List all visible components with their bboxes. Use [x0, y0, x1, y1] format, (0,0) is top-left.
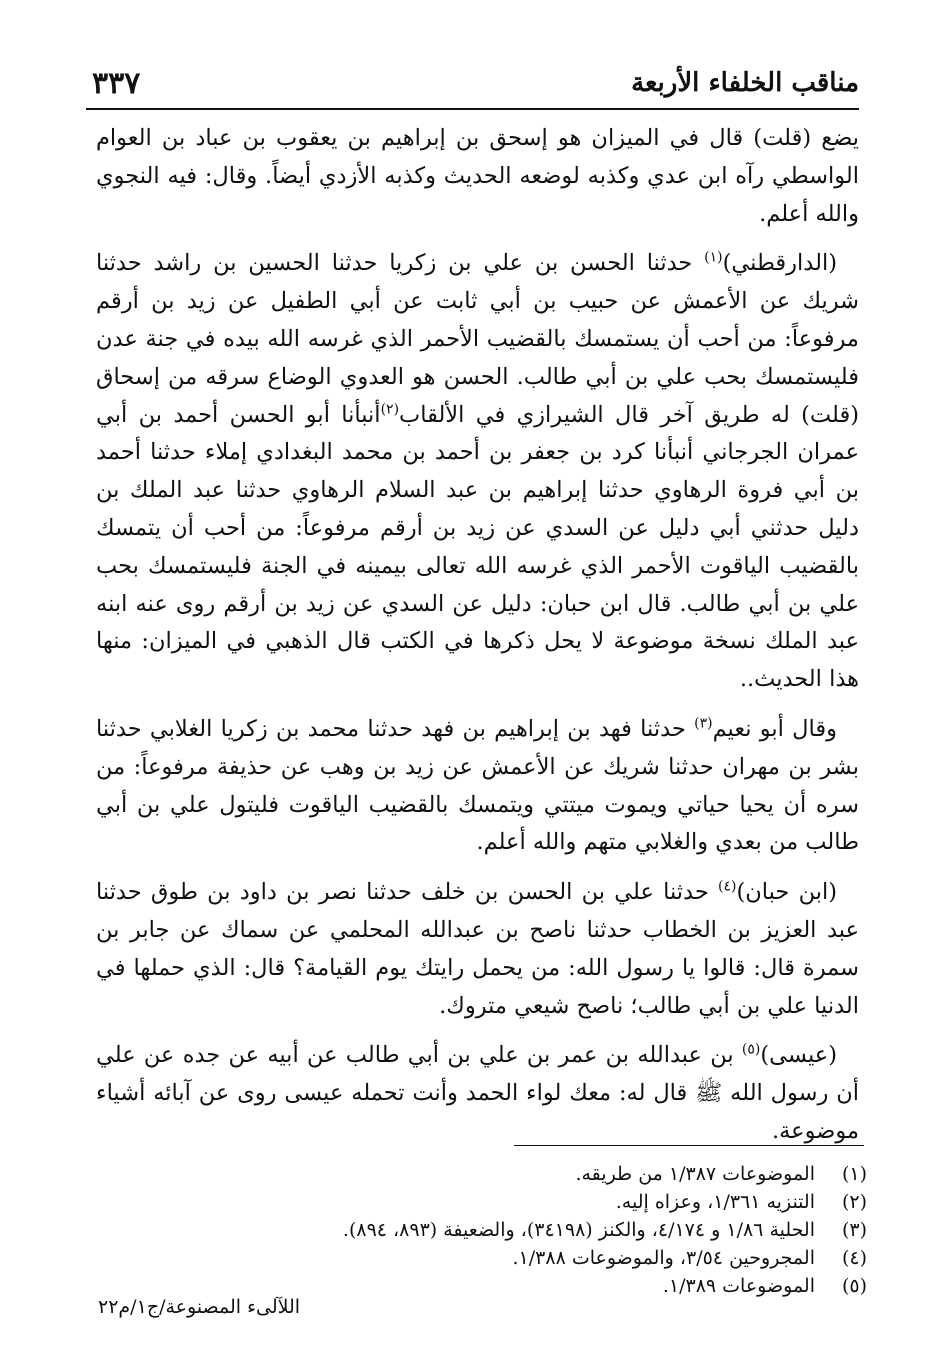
- running-title: مناقب الخلفاء الأربعة: [631, 68, 859, 98]
- main-text: [96, 120, 859, 1163]
- paragraph-text: أنبأنا أبو الحسن أحمد بن أبي عمران الجرجاني أنبأنا كرد بن جعفر بن أحمد بن محمد البغدادي إملاء حدثنا أحمد بن أبي فروة الرهاوي حدثنا إبراهيم بن عبد السلام الرهاوي حدثنا عبد الملك بن دليل حدثني أبي دليل عن السدي عن زيد بن أرقم مرفوعاً: من أحب أن يتمسك بالقضيب الياقوت الأحمر الذي غرسه الله تعالى بيمينه في الجنة فليستمسك بحب علي بن أبي طالب. قال ابن حبان: دليل عن السدي عن زيد بن أرقم روى عنه ابنه عبد الملك نسخة موضوعة لا يحل ذكرها في الكتب قال الذهبي في الميزان: منها هذا الحديث..: [96, 401, 859, 693]
- paragraph-5: [96, 1037, 859, 1150]
- paragraph-text: يضع (قلت) قال في الميزان هو إسحق بن إبراهيم بن يعقوب بن عباد بن العوام الواسطي رآه ابن عدي وكذبه لوضعه الحديث وكذبه الأزدي أيضاً. وقال: فيه النجوي والله أعلم.: [96, 125, 859, 227]
- paragraph-2: [96, 245, 859, 699]
- footnote-text: الموضوعات ١/٣٨٧ من طريقه.: [575, 1163, 815, 1185]
- page-header: [86, 58, 859, 110]
- paragraph-text: (الدارقطني): [722, 250, 837, 277]
- footnote-3: [150, 1216, 867, 1244]
- footnote-text: التنزيه ١/٣٦١، وعزاه إليه.: [615, 1191, 815, 1213]
- footnote-number: (٣): [841, 1219, 867, 1241]
- footnote-marker-4: (٤): [718, 878, 737, 895]
- footnote-number: (٢): [841, 1191, 867, 1213]
- paragraph-text: وقال أبو نعيم: [712, 715, 837, 742]
- footnote-number: (٤): [841, 1247, 867, 1269]
- paragraph-text: بن عبدالله بن عمر بن علي بن أبي طالب عن أبيه عن جده عن علي أن رسول الله ﷺ قال له: معك لواء الحمد وأنت تحمله عيسى روى عن آبائه أشياء موضوعة.: [96, 1042, 859, 1144]
- footnote-text: المجروحين ٣/٥٤، والموضوعات ١/٣٨٨.: [512, 1247, 815, 1269]
- footnote-number: (٥): [841, 1275, 867, 1297]
- paragraph-1: [96, 120, 859, 233]
- signature-reference: اللآلىء المصنوعة/ج١/م٢٢: [98, 1296, 301, 1318]
- footnotes: [150, 1160, 867, 1300]
- paragraph-4: [96, 874, 859, 1025]
- footnote-text: الموضوعات ١/٣٨٩.: [662, 1275, 815, 1297]
- paragraph-text: حدثنا الحسن بن علي بن زكريا حدثنا الحسين بن راشد حدثنا شريك عن الأعمش عن حبيب بن أبي ثابت عن أبي الطفيل عن زيد بن أرقم مرفوعاً: من أحب أن يستمسك بالقضيب الأحمر الذي غرسه الله بيده في جنة عدن فليستمسك بحب علي بن أبي طالب. الحسن هو العدوي الوضاع سرقه من إسحاق (قلت) له طريق آخر قال الشيرازي في الألقاب: [96, 250, 860, 428]
- paragraph-text: حدثنا علي بن الحسن بن خلف حدثنا نصر بن داود بن طوق حدثنا عبد العزيز بن الخطاب حدثنا ناصح بن عبدالله المحلمي عن سماك عن جابر بن سمرة قال: قالوا يا رسول الله: من يحمل رايتك يوم القيامة؟ قال: الذي حملها في الدنيا علي بن أبي طالب؛ ناصح شيعي متروك.: [96, 879, 859, 1019]
- footnote-marker-1: (١): [704, 249, 723, 266]
- footnote-marker-2: (٢): [380, 401, 400, 418]
- footnote-4: [150, 1244, 867, 1272]
- paragraph-text: (عيسى): [760, 1042, 837, 1069]
- footnote-text: الحلية ١/٨٦ و ٤/١٧٤، والكنز (٣٤١٩٨)، والضعيفة (٨٩٣، ٨٩٤).: [342, 1219, 815, 1241]
- paragraph-3: [96, 711, 859, 862]
- page-number: ٣٣٧: [92, 66, 141, 101]
- footnote-marker-5: (٥): [741, 1041, 761, 1058]
- footnote-1: [150, 1160, 867, 1188]
- footnote-marker-3: (٣): [694, 715, 713, 732]
- footnote-2: [150, 1188, 867, 1216]
- paragraph-text: حدثنا فهد بن إبراهيم بن فهد حدثنا محمد بن زكريا الغلابي حدثنا بشر بن مهران حدثنا شريك عن الأعمش عن زيد بن وهب عن حذيفة مرفوعاً: من سره أن يحيا حياتي ويموت ميتتي ويتمسك بالقضيب الياقوت فليتول علي بن أبي طالب من بعدي والغلابي متهم والله أعلم.: [96, 715, 859, 856]
- footnote-number: (١): [841, 1163, 867, 1185]
- paragraph-text: (ابن حبان): [736, 879, 837, 906]
- footnote-divider: [514, 1145, 864, 1146]
